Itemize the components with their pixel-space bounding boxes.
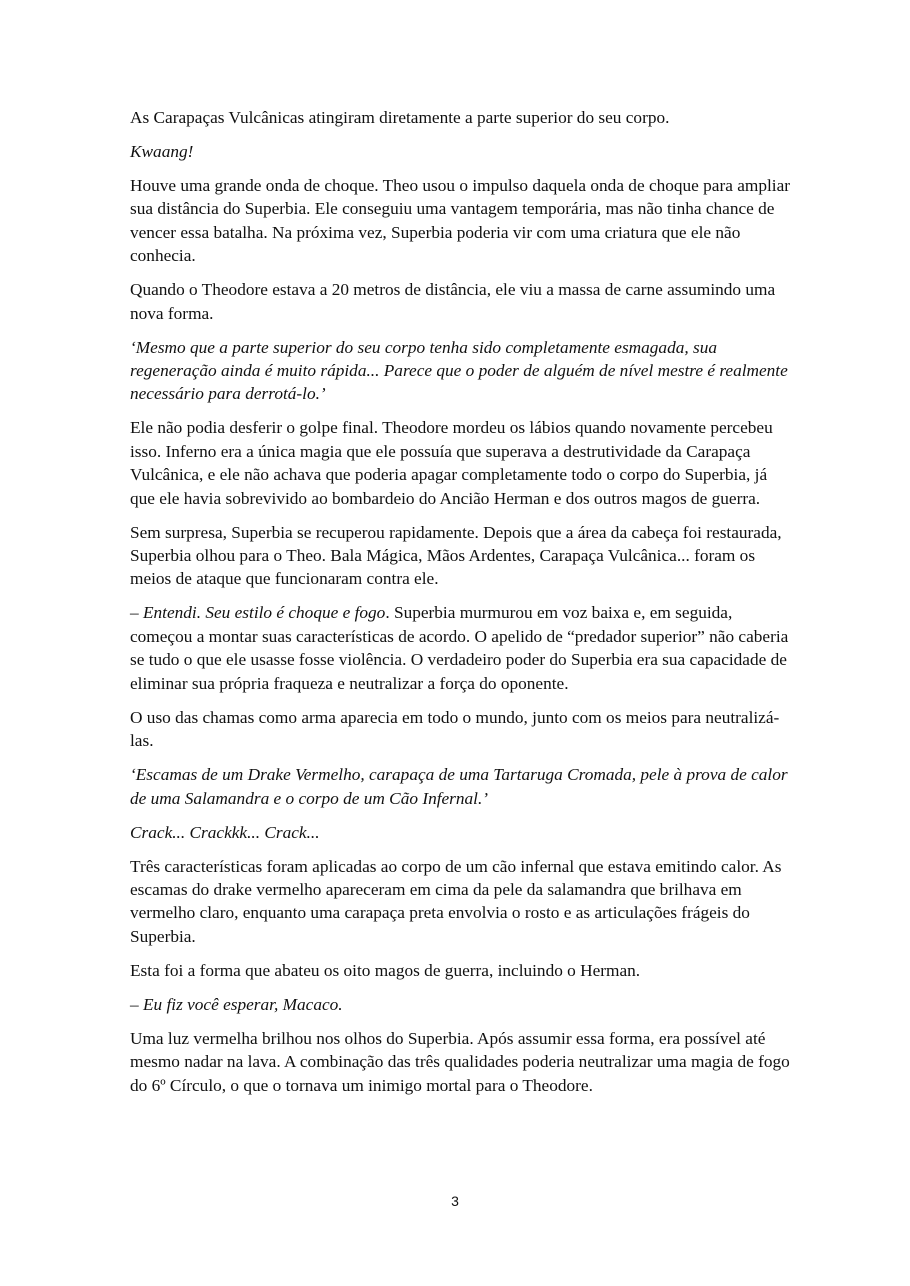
paragraph: Quando o Theodore estava a 20 metros de distância, ele viu a massa de carne assumindo uma nova forma. [130, 280, 776, 323]
paragraph: Houve uma grande onda de choque. Theo usou o impulso daquela onda de choque para ampliar sua distância do Superbia. Ele conseguiu uma vantagem temporária, mas não tinha chance de vencer essa batalha. Na próxima vez, Superbia poderia vir com uma criatura que ele não conhecia. [130, 176, 791, 266]
dialogue-line: – Entendi. Seu estilo é choque e fogo [130, 603, 386, 623]
dialogue-paragraph [130, 601, 790, 695]
paragraph: Sem surpresa, Superbia se recuperou rapidamente. Depois que a área da cabeça foi restaurada, Superbia olhou para o Theo. Bala Mágica, Mãos Ardentes, Carapaça Vulcânica... foram os meios de ataque que funcionaram contra ele. [130, 522, 782, 589]
sound-effect: Crack... Crackkk... Crack... [130, 822, 320, 842]
paragraph: As Carapaças Vulcânicas atingiram diretamente a parte superior do seu corpo. [130, 108, 670, 127]
narration: . Superbia murmurou em voz baixa e, em seguida, começou a montar suas características de acordo. O apelido de “predador superior” não caberia se tudo o que ele usasse fosse violência. O verdadeiro poder do Superbia era sua capacidade de eliminar sua própria fraqueza e neutralizar a força do oponente. [130, 603, 789, 693]
page-number: 3 [451, 1193, 459, 1209]
dialogue-line: – Eu fiz você esperar, Macaco. [130, 994, 343, 1014]
paragraph: Uma luz vermelha brilhou nos olhos do Superbia. Após assumir essa forma, era possível até mesmo nadar na lava. A combinação das três qualidades poderia neutralizar uma magia de fogo do 6º Círculo, o que o tornava um inimigo mortal para o Theodore. [130, 1028, 790, 1095]
paragraph: O uso das chamas como arma aparecia em todo o mundo, junto com os meios para neutralizá-las. [130, 707, 780, 751]
inner-thought: ‘Escamas de um Drake Vermelho, carapaça de uma Tartaruga Cromada, pele à prova de calor de uma Salamandra e o corpo de um Cão Infernal.’ [130, 765, 788, 808]
paragraph: Ele não podia desferir o golpe final. Theodore mordeu os lábios quando novamente percebeu isso. Inferno era a única magia que ele possuía que superava a destrutividade da Carapaça Vulcânica, e ele não achava que poderia apagar completamente todo o corpo do Superbia, já que ele havia sobrevivido ao bombardeio do Ancião Herman e dos outros magos de guerra. [130, 418, 773, 508]
document-page [130, 106, 790, 1108]
inner-thought: ‘Mesmo que a parte superior do seu corpo tenha sido completamente esmagada, sua regeneração ainda é muito rápida... Parece que o poder de alguém de nível mestre é realmente necessário para derrotá-lo.’ [130, 337, 788, 404]
paragraph: Três características foram aplicadas ao corpo de um cão infernal que estava emitindo calor. As escamas do drake vermelho apareceram em cima da pele da salamandra que brilhava em vermelho claro, enquanto uma carapaça preta envolvia o rosto e as articulações frágeis do Superbia. [130, 856, 782, 946]
paragraph: Esta foi a forma que abateu os oito magos de guerra, incluindo o Herman. [130, 960, 641, 980]
sound-effect: Kwaang! [130, 142, 194, 161]
